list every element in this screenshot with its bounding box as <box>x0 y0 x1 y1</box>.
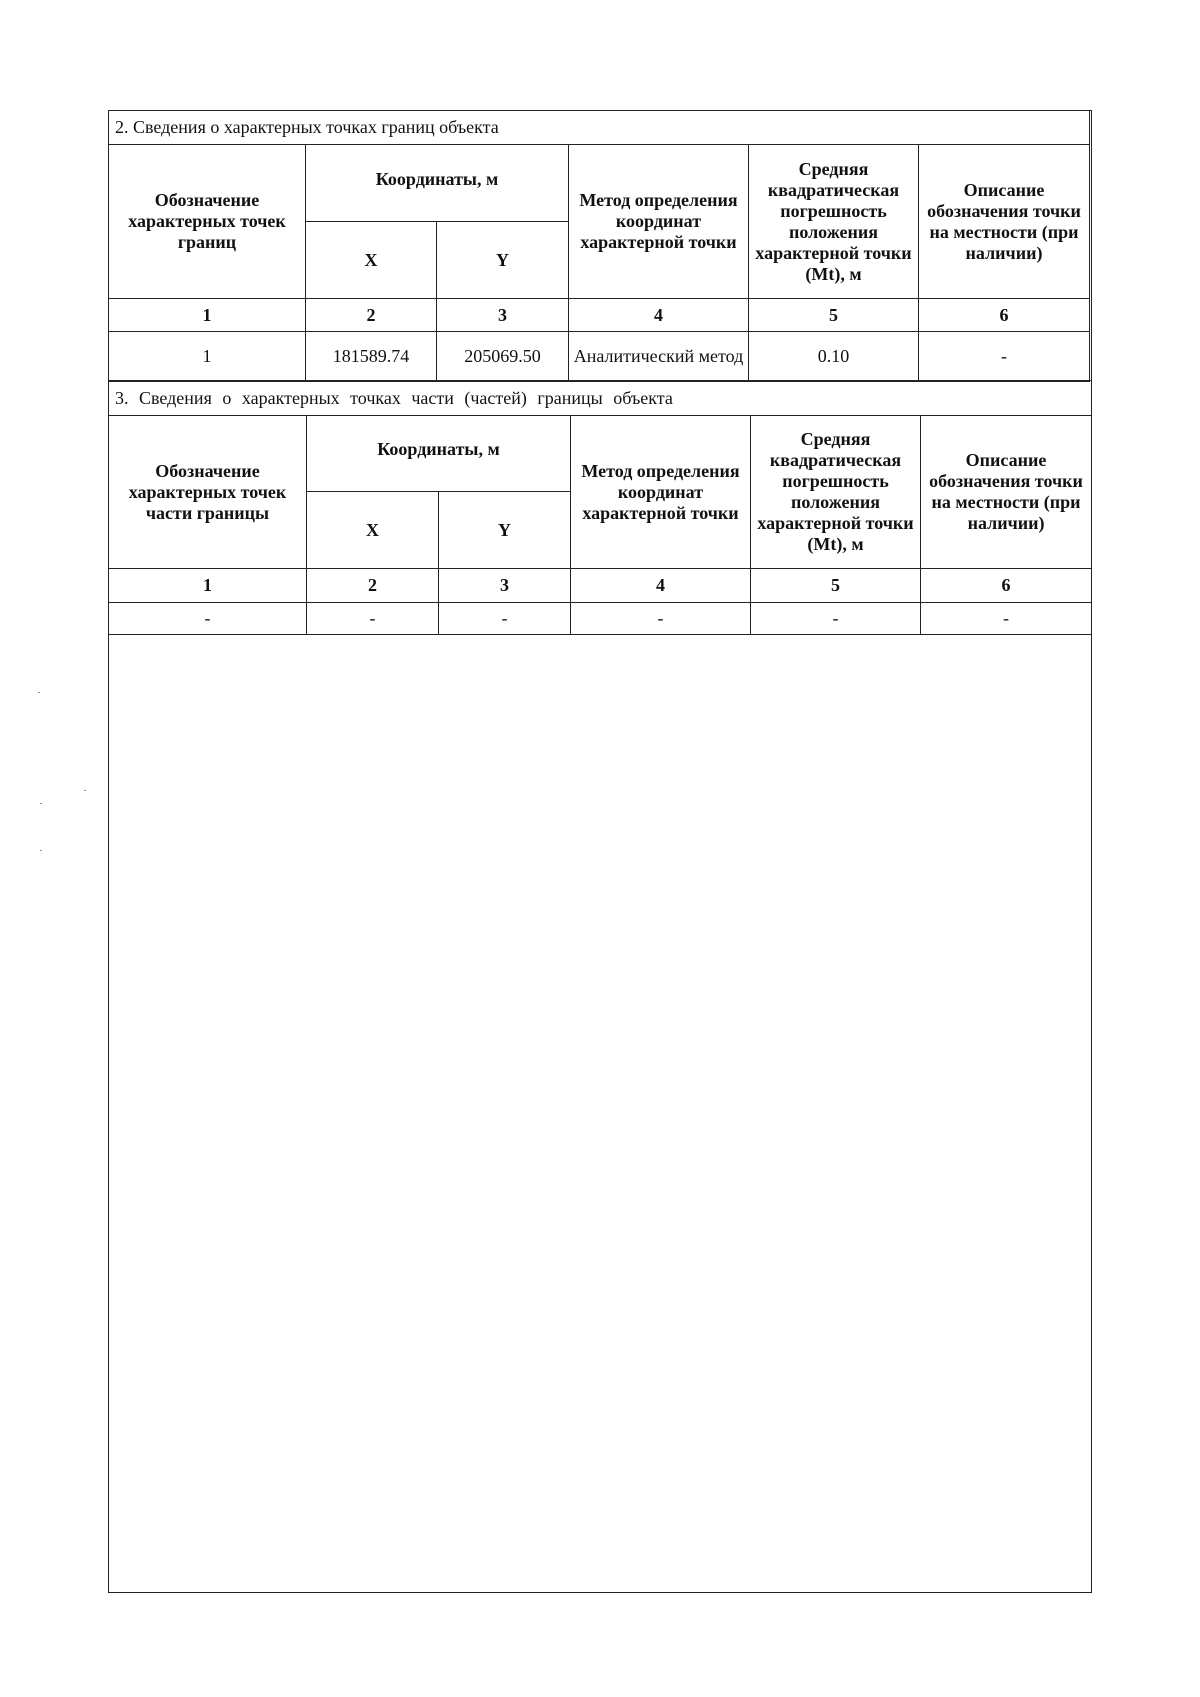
section-title: 3. Сведения о характерных точках части (частей) границы объекта <box>109 381 1092 416</box>
col-number: 2 <box>306 299 437 332</box>
header-coordinates: Координаты, м <box>307 416 571 492</box>
col-number: 6 <box>921 569 1092 603</box>
header-designation: Обозначение характерных точек части границы <box>109 416 307 569</box>
boundary-part-points-table <box>108 380 1092 635</box>
header-method: Метод определения координат характерной точки <box>571 416 751 569</box>
section-title: 2. Сведения о характерных точках границ объекта <box>109 111 1090 145</box>
cell-method: Аналитический метод <box>569 332 749 382</box>
scan-speck <box>38 692 40 693</box>
col-number: 4 <box>569 299 749 332</box>
scan-speck <box>84 790 86 791</box>
boundary-points-table <box>108 110 1090 382</box>
col-number: 1 <box>109 299 306 332</box>
header-y: Y <box>437 222 569 299</box>
header-coordinates: Координаты, м <box>306 145 569 222</box>
scan-speck <box>40 850 42 851</box>
col-number: 6 <box>919 299 1090 332</box>
cell-x: 181589.74 <box>306 332 437 382</box>
col-number: 1 <box>109 569 307 603</box>
cell-error: - <box>751 603 921 635</box>
header-y: Y <box>439 492 571 569</box>
col-number: 5 <box>751 569 921 603</box>
col-number: 3 <box>439 569 571 603</box>
header-description: Описание обозначения точки на местности (при наличии) <box>919 145 1090 299</box>
table-row <box>109 603 1092 635</box>
header-description: Описание обозначения точки на местности (при наличии) <box>921 416 1092 569</box>
col-number: 3 <box>437 299 569 332</box>
header-x: X <box>306 222 437 299</box>
cell-designation: - <box>109 603 307 635</box>
col-number: 4 <box>571 569 751 603</box>
cell-y: - <box>439 603 571 635</box>
cell-designation: 1 <box>109 332 306 382</box>
cell-error: 0.10 <box>749 332 919 382</box>
header-error: Средняя квадратическая погрешность положения характерной точки (Mt), м <box>749 145 919 299</box>
cell-y: 205069.50 <box>437 332 569 382</box>
col-number: 5 <box>749 299 919 332</box>
header-x: X <box>307 492 439 569</box>
cell-method: - <box>571 603 751 635</box>
header-method: Метод определения координат характерной точки <box>569 145 749 299</box>
header-designation: Обозначение характерных точек границ <box>109 145 306 299</box>
header-error: Средняя квадратическая погрешность положения характерной точки (Mt), м <box>751 416 921 569</box>
scan-speck <box>40 803 42 804</box>
cell-x: - <box>307 603 439 635</box>
cell-description: - <box>919 332 1090 382</box>
cell-description: - <box>921 603 1092 635</box>
column-numbers-row <box>109 299 1090 332</box>
table-row <box>109 332 1090 382</box>
column-numbers-row <box>109 569 1092 603</box>
col-number: 2 <box>307 569 439 603</box>
